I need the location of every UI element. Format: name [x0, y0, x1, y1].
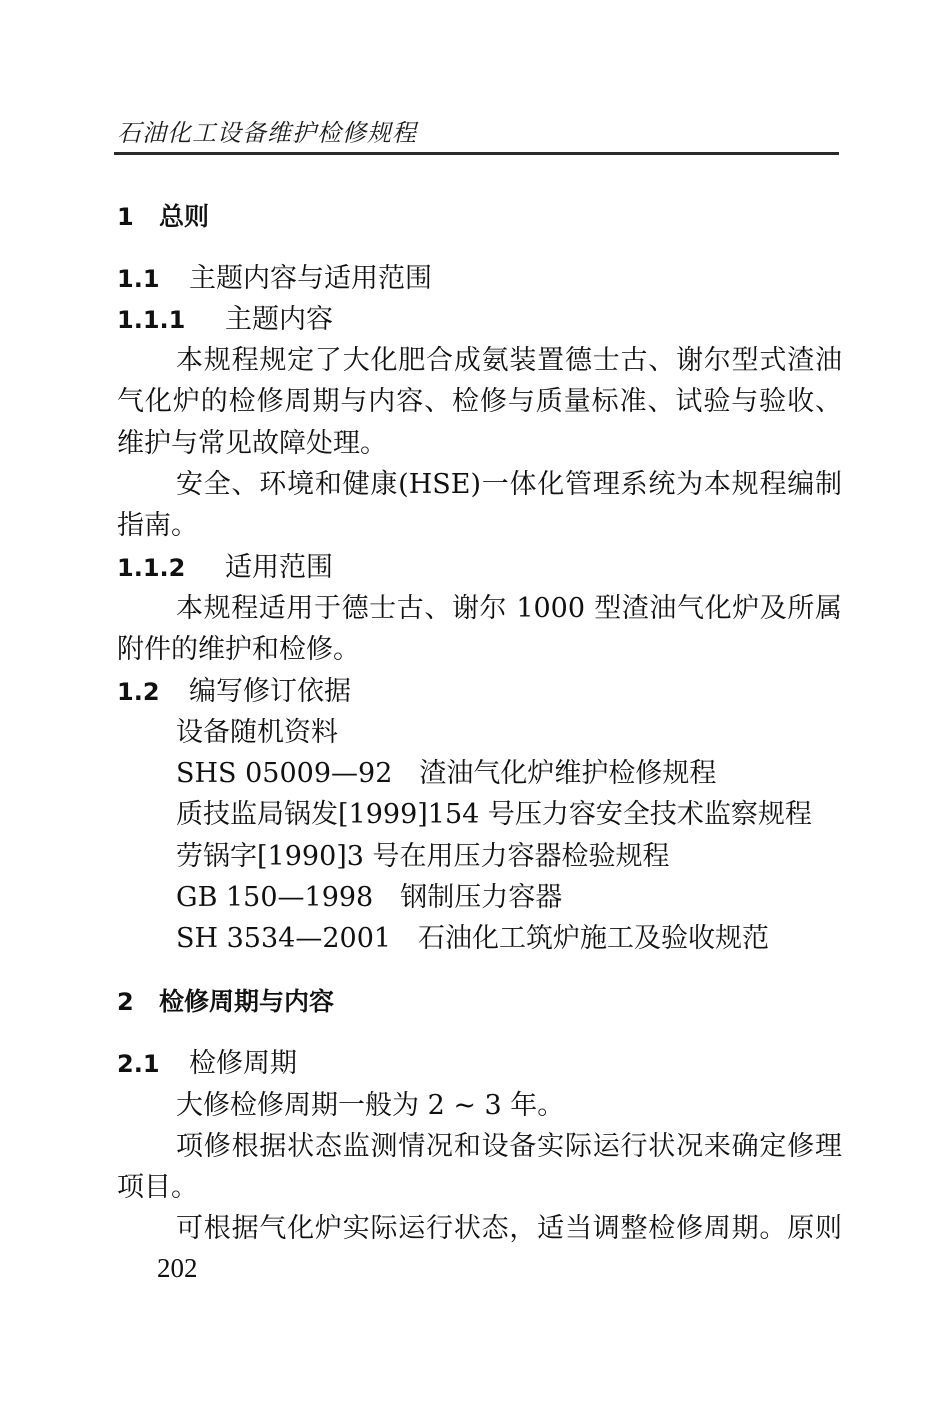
section-1-heading — [117, 200, 209, 234]
section-1-1-2-heading — [117, 551, 333, 585]
paragraph-line: 维护与常见故障处理。 — [117, 428, 387, 459]
reference-item: GB 150—1998 钢制压力容器 — [176, 882, 563, 913]
paragraph-line: 本规程规定了大化肥合成氨装置德士古、谢尔型式渣油 — [176, 345, 842, 376]
section-1-1-1-heading — [117, 303, 333, 337]
paragraph-line: 可根据气化炉实际运行状态，适当调整检修周期。原则 — [176, 1213, 842, 1244]
reference-item: SH 3534—2001 石油化工筑炉施工及验收规范 — [176, 923, 770, 954]
section-1-title: 总则 — [159, 202, 210, 231]
section-1-1-2-number: 1.1.2 — [117, 554, 186, 582]
section-1-1-heading — [117, 262, 432, 296]
paragraph-line: 项目。 — [117, 1172, 198, 1203]
section-2-heading — [117, 985, 334, 1019]
running-header: 石油化工设备维护检修规程 — [117, 119, 417, 147]
section-1-number: 1 — [117, 203, 134, 231]
section-1-2-heading — [117, 675, 351, 709]
header-rule — [114, 152, 839, 155]
section-2-1-heading — [117, 1047, 297, 1081]
section-1-1-number: 1.1 — [117, 265, 160, 293]
paragraph-line: 本规程适用于德士古、谢尔 1000 型渣油气化炉及所属 — [176, 593, 842, 624]
section-2-number: 2 — [117, 988, 134, 1016]
section-1-1-1-number: 1.1.1 — [117, 306, 186, 334]
section-2-1-number: 2.1 — [117, 1050, 160, 1078]
section-1-1-2-title: 适用范围 — [225, 552, 333, 583]
paragraph-line: 项修根据状态监测情况和设备实际运行状况来确定修理 — [176, 1131, 842, 1162]
section-2-title: 检修周期与内容 — [159, 987, 335, 1016]
reference-item: 劳锅字[1990]3 号在用压力容器检验规程 — [176, 841, 670, 872]
paragraph-line: 大修检修周期一般为 2 ~ 3 年。 — [176, 1090, 565, 1121]
section-1-2-number: 1.2 — [117, 678, 160, 706]
paragraph-line: 附件的维护和检修。 — [117, 634, 360, 665]
reference-item: SHS 05009—92 渣油气化炉维护检修规程 — [176, 758, 717, 789]
section-1-2-title: 编写修订依据 — [189, 676, 351, 707]
section-1-1-title: 主题内容与适用范围 — [189, 263, 432, 294]
paragraph-line: 安全、环境和健康(HSE)一体化管理系统为本规程编制 — [176, 469, 842, 500]
section-1-1-1-title: 主题内容 — [225, 304, 333, 335]
paragraph-line: 气化炉的检修周期与内容、检修与质量标准、试验与验收、 — [117, 386, 842, 417]
page-number: 202 — [157, 1253, 198, 1283]
paragraph-line: 指南。 — [117, 510, 198, 541]
section-2-1-title: 检修周期 — [189, 1048, 297, 1079]
reference-item: 设备随机资料 — [176, 717, 338, 748]
reference-item: 质技监局锅发[1999]154 号压力容安全技术监察规程 — [176, 799, 812, 830]
